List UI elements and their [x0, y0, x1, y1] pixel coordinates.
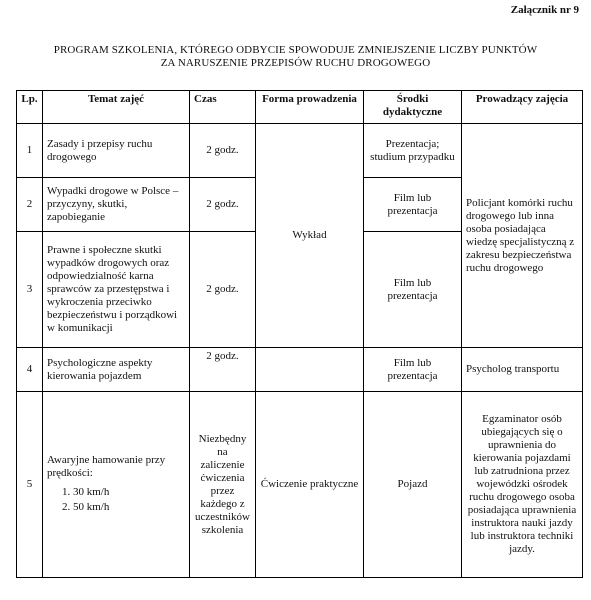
row-3-lp: 3	[17, 232, 43, 348]
header-leader: Prowadzący zajęcia	[462, 91, 583, 124]
row-4-form-empty	[256, 348, 364, 392]
row-2-topic: Wypadki drogowe w Polsce – przyczyny, skutki, zapobieganie	[43, 178, 190, 232]
header-lp: Lp.	[17, 91, 43, 124]
document-title	[0, 44, 591, 70]
list-item: 1. 30 km/h	[73, 486, 185, 499]
table-row	[17, 348, 583, 392]
table-row	[17, 392, 583, 578]
row-5-leader: Egzaminator osób ubiegających się o uprawnienia do kierowania pojazdami lub zatrudniona przez wojewódzki ośrodek ruchu drogowego osoba posiadająca uprawnienia instruktora nauki jazdy lub instruktora techniki jazdy.	[462, 392, 583, 578]
table-row	[17, 124, 583, 178]
header-topic: Temat zajęć	[43, 91, 190, 124]
row-1-time: 2 godz.	[190, 124, 256, 178]
list-item: 2. 50 km/h	[73, 501, 185, 514]
row-2-means: Film lub prezentacja	[364, 178, 462, 232]
header-time: Czas	[190, 91, 256, 124]
form-lecture: Wykład	[256, 124, 364, 348]
speed-list	[47, 486, 185, 514]
row-2-lp: 2	[17, 178, 43, 232]
row-5-topic-label: Awaryjne hamowanie przy prędkości:	[47, 453, 166, 479]
row-5-form: Ćwiczenie praktyczne	[256, 392, 364, 578]
row-1-topic: Zasady i przepisy ruchu drogowego	[43, 124, 190, 178]
row-4-lp: 4	[17, 348, 43, 392]
row-3-means: Film lub prezentacja	[364, 232, 462, 348]
row-1-lp: 1	[17, 124, 43, 178]
row-5-topic	[43, 392, 190, 578]
row-2-time: 2 godz.	[190, 178, 256, 232]
row-4-topic: Psychologiczne aspekty kierowania pojazdem	[43, 348, 190, 392]
title-line-1: PROGRAM SZKOLENIA, KTÓREGO ODBYCIE SPOWODUJE ZMNIEJSZENIE LICZBY PUNKTÓW	[53, 44, 538, 56]
row-1-means: Prezentacja; studium przypadku	[364, 124, 462, 178]
row-5-means: Pojazd	[364, 392, 462, 578]
row-4-means: Film lub prezentacja	[364, 348, 462, 392]
row-3-time: 2 godz.	[190, 232, 256, 348]
title-line-2: ZA NARUSZENIE PRZEPISÓW RUCHU DROGOWEGO	[160, 57, 431, 69]
header-form: Forma prowadzenia	[256, 91, 364, 124]
row-3-topic: Prawne i społeczne skutki wypadków drogowych oraz odpowiedzialność karna sprawców za przestępstwa i wykroczenia przeciwko bezpieczeństwu i porządkowi w komunikacji	[43, 232, 190, 348]
row-4-leader: Psycholog transportu	[462, 348, 583, 392]
leader-police: Policjant komórki ruchu drogowego lub inna osoba posiadająca wiedzę specjalistyczną z zakresu bezpieczeństwa ruchu drogowego	[462, 124, 583, 348]
attachment-label: Załącznik nr 9	[510, 4, 579, 16]
row-4-time: 2 godz.	[190, 348, 256, 392]
row-5-lp: 5	[17, 392, 43, 578]
row-5-time: Niezbędny na zaliczenie ćwiczenia przez każdego z uczestników szkolenia	[190, 392, 256, 578]
training-program-table	[16, 90, 583, 578]
table-header-row	[17, 91, 583, 124]
header-means: Środki dydaktyczne	[364, 91, 462, 124]
